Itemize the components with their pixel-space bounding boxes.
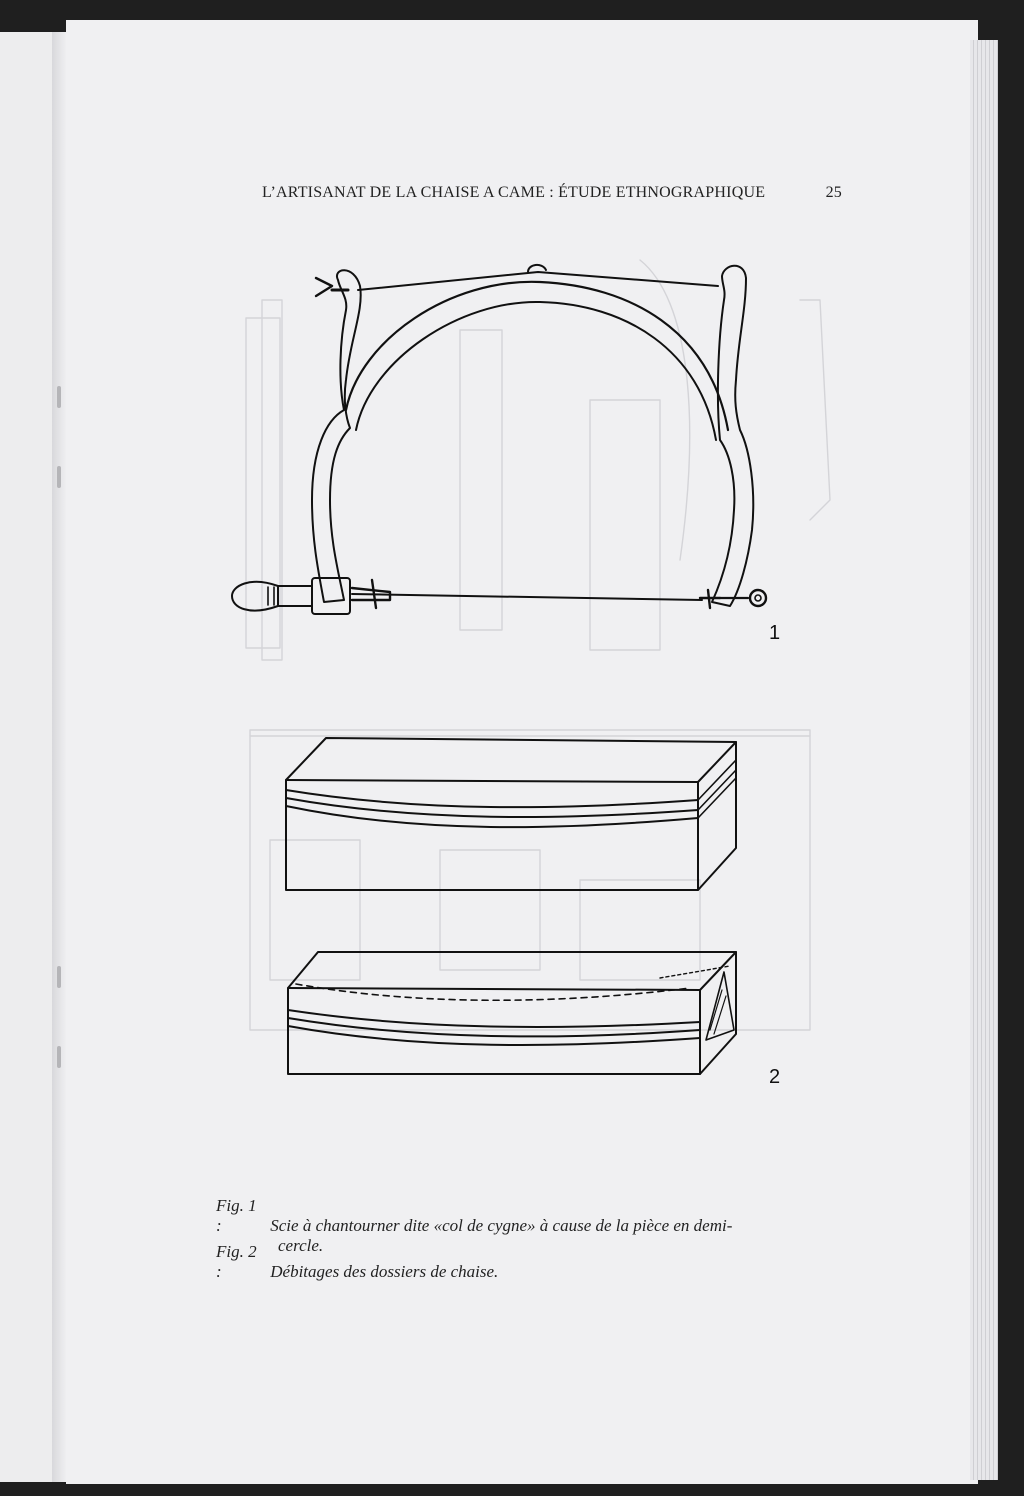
wood-block-top <box>286 738 736 890</box>
page-number: 25 <box>825 184 842 201</box>
figure-2-caption <box>216 1242 836 1282</box>
figure-1-label: 1 <box>769 622 781 644</box>
caption-1-prefix: Fig. 1 : <box>216 1196 257 1235</box>
caption-2-prefix: Fig. 2 : <box>216 1242 257 1281</box>
coping-saw-drawing <box>232 265 766 614</box>
caption-2-text: Débitages des dossiers de chaise. <box>270 1262 499 1281</box>
figure-2-label: 2 <box>769 1066 781 1088</box>
caption-1-text: Scie à chantourner dite «col de cygne» à cause de la pièce en demi- <box>270 1216 733 1235</box>
caption-1-continuation: cercle. <box>278 1236 324 1255</box>
running-head-title: L’ARTISANAT DE LA CHAISE A CAME : ÉTUDE ETHNOGRAPHIQUE <box>262 184 766 201</box>
show-through-drawing <box>246 260 830 1030</box>
